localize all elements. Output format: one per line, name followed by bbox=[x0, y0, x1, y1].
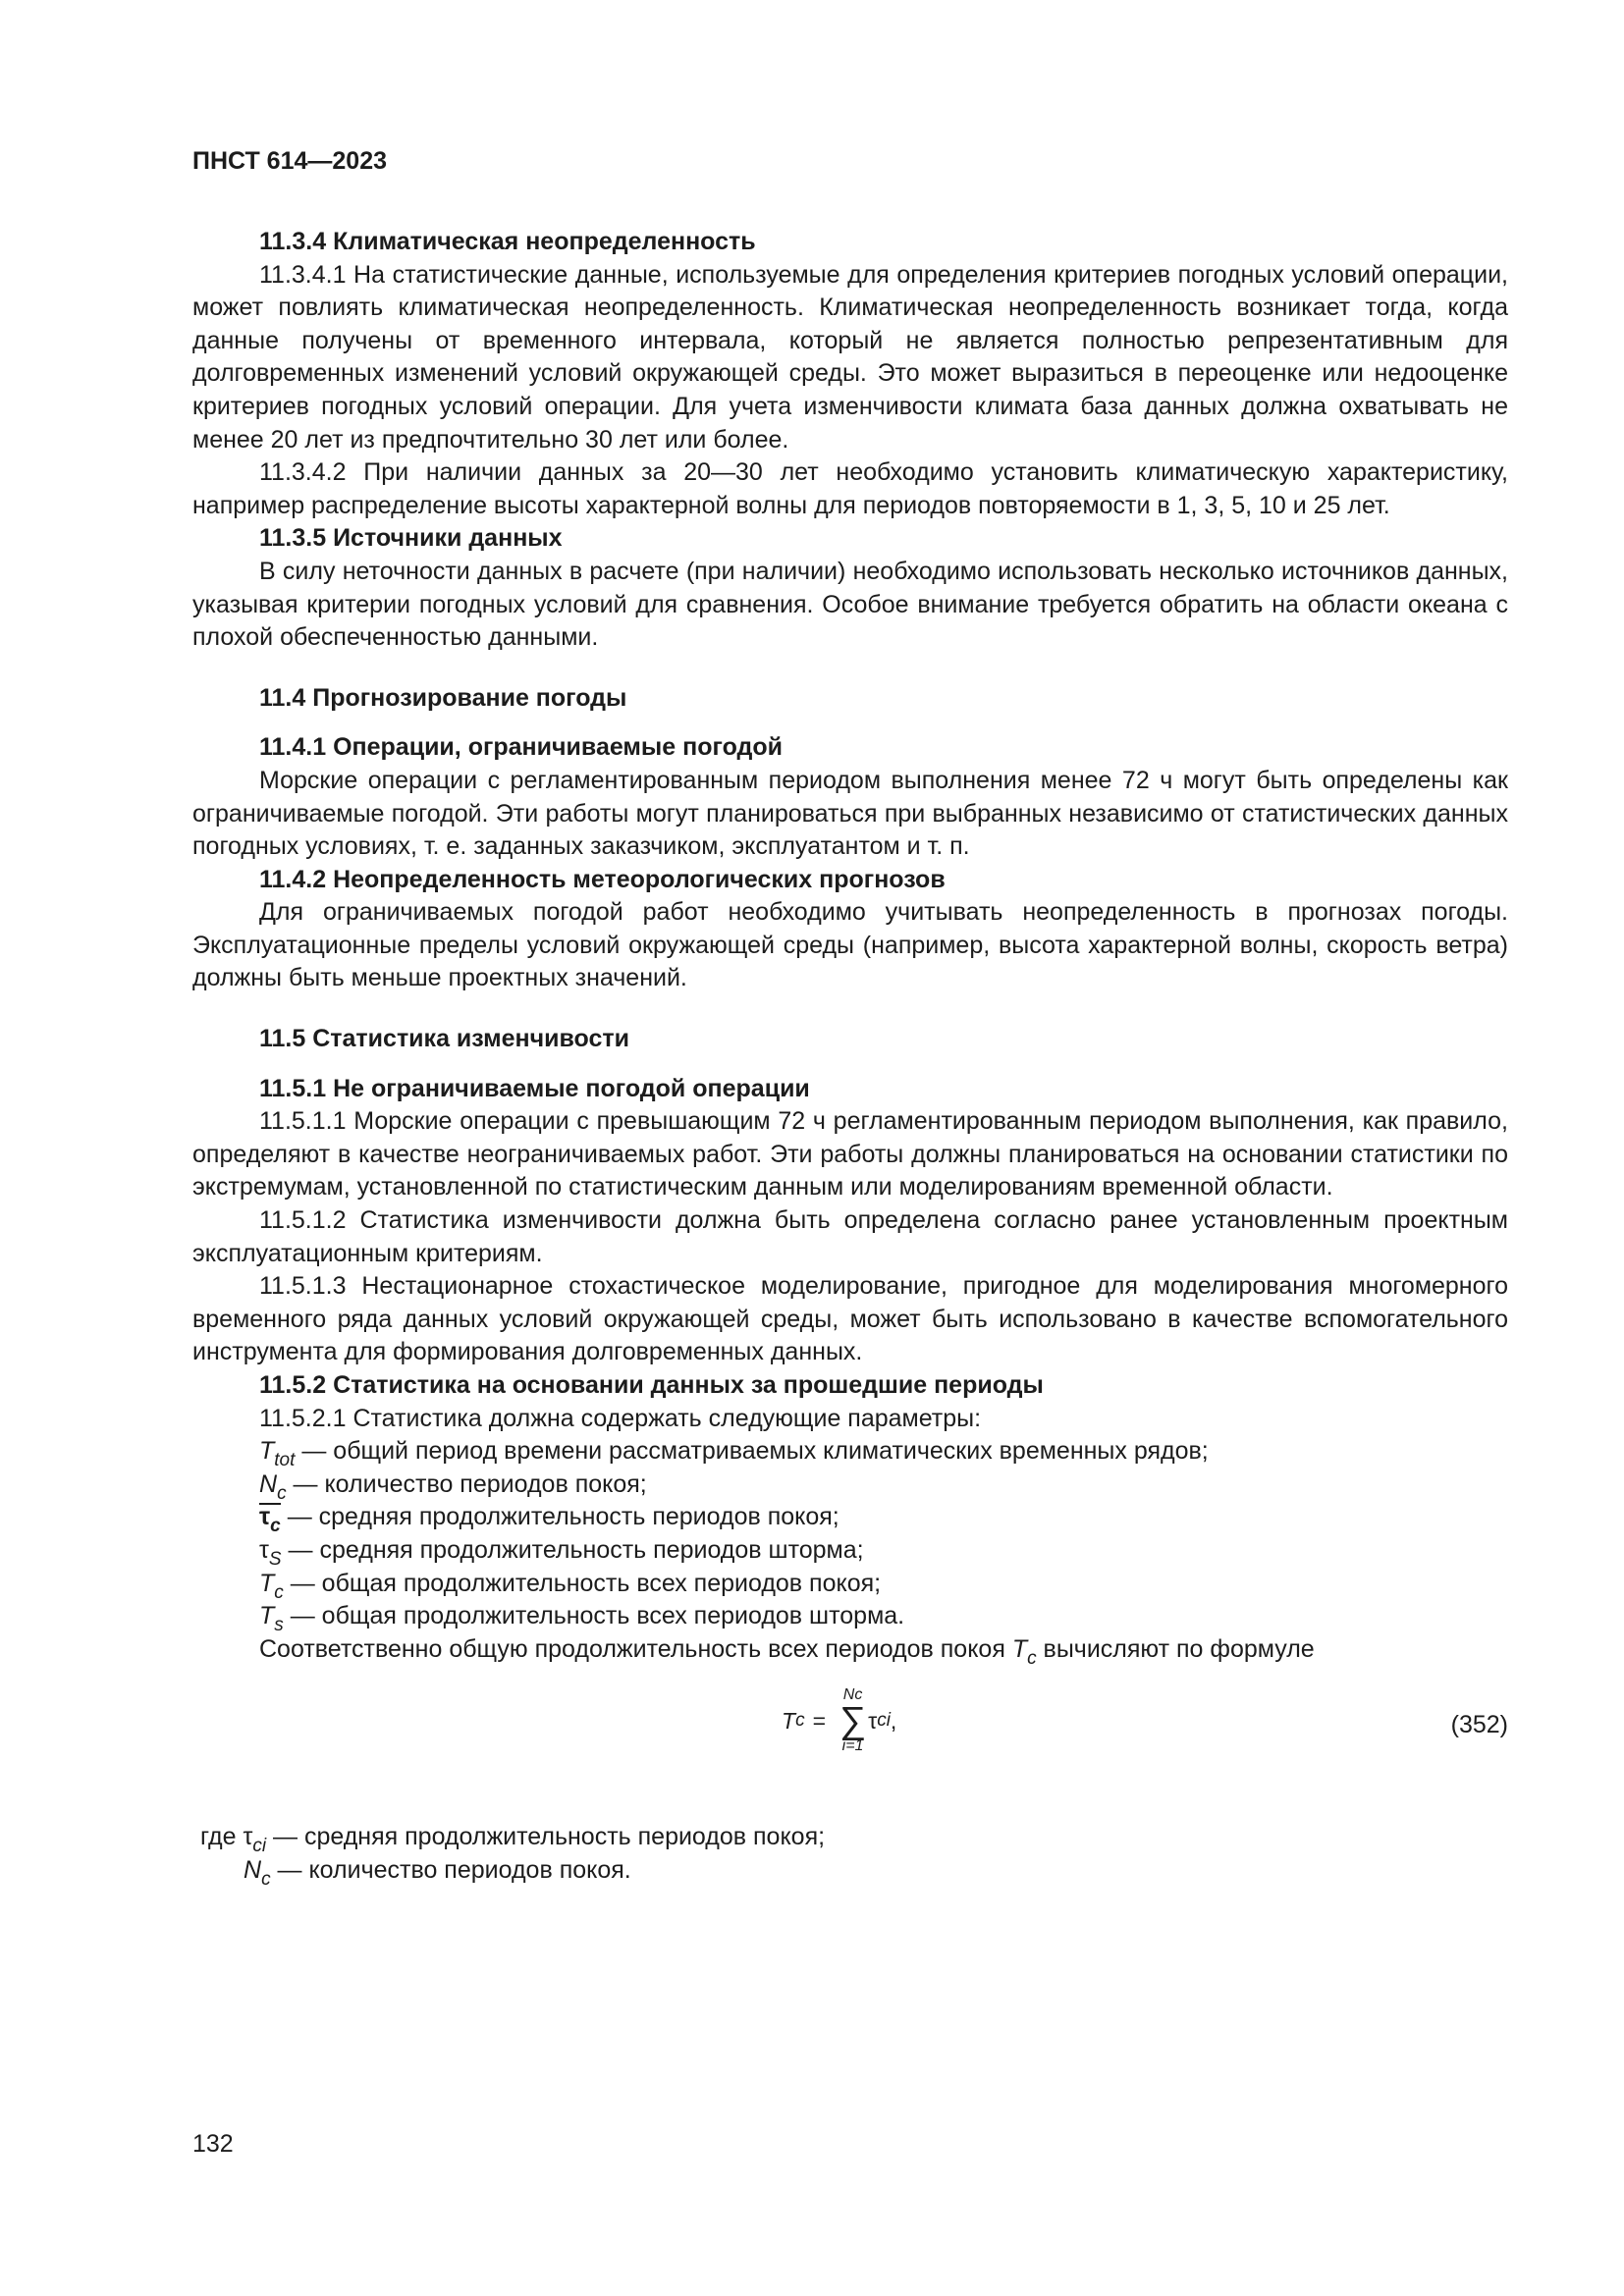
symbol-definition: $N_c$ — количество периодов покоя; bbox=[259, 1469, 647, 1504]
formula-352: T c = Nc ∑ i=1 τ ci , bbox=[782, 1686, 897, 1755]
heading-11-5-2: 11.5.2 Статистика на основании данных за прошедшие периоды bbox=[259, 1371, 1044, 1399]
summation-operator: Nc ∑ i=1 bbox=[839, 1686, 867, 1755]
symbol-definition: $\tau_S$ — средняя продолжительность периодов шторма; bbox=[259, 1535, 864, 1570]
paragraph-11-5-1-2: 11.5.1.2 Статистика изменчивости должна быть определена согласно ранее установленным проектным эксплуатационным критериям. bbox=[192, 1206, 1508, 1267]
heading-11-3-4: 11.3.4 Климатическая неопределенность bbox=[259, 228, 756, 255]
paragraph-11-3-5: В силу неточности данных в расчете (при наличии) необходимо использовать несколько источников данных, указывая критерии погодных условий для сравнения. Особое внимание требуется обратить на области океана с плохой обеспеченностью данными. bbox=[192, 557, 1508, 652]
paragraph-11-4-1: Морские операции с регламентированным периодом выполнения менее 72 ч могут быть определены как ограничиваемые погодой. Эти работы могут планироваться при выбранных независимо от статистических данных погодных условиях, т. е. заданных заказчиком, эксплуатантом и т. п. bbox=[192, 766, 1508, 861]
paragraph-11-4-2: Для ограничиваемых погодой работ необходимо учитывать неопределенность в прогнозах погоды. Эксплуатационные пределы условий окружающей среды (например, высота характерной волны, скорость ветра) должны быть меньше проектных значений. bbox=[192, 898, 1508, 992]
formula-intro: Соответственно общую продолжительность всех периодов покоя $T_c$ вычисляют по формуле bbox=[259, 1634, 1315, 1669]
heading-11-3-5: 11.3.5 Источники данных bbox=[259, 524, 563, 553]
formula-block bbox=[192, 1687, 1508, 1795]
symbol-definition: $\tau_c$ — средняя продолжительность периодов покоя; bbox=[259, 1503, 839, 1537]
symbol-definition: $T_{tot}$ — общий период времени рассматриваемых климатических временных рядов; bbox=[259, 1437, 1209, 1471]
where-clause bbox=[192, 1821, 1508, 1890]
where-definition: где $\tau_{ci}$ — средняя продолжительность периодов покоя; bbox=[200, 1823, 826, 1857]
page-content bbox=[192, 226, 1508, 1888]
paragraph-11-3-4-1: 11.3.4.1 На статистические данные, используемые для определения критериев погодных условий операции, может повлиять климатическая неопределенность. Климатическая неопределенность возникает тогда, когда данные получены от временного интервала, который не является полностью репрезентативным для долговременных изменений условий окружающей среды. Это может выразиться в переоценке или недооценке критериев погодных условий операции. Для учета изменчивости климата база данных должна охватывать не менее 20 лет из предпочтительно 30 лет или более. bbox=[192, 260, 1508, 454]
document-id: ПНСТ 614—2023 bbox=[192, 147, 387, 175]
heading-11-4-2: 11.4.2 Неопределенность метеорологических прогнозов bbox=[259, 865, 946, 893]
paragraph-11-3-4-2: 11.3.4.2 При наличии данных за 20—30 лет необходимо установить климатическую характеристику, например распределение высоты характерной волны для периодов повторяемости в 1, 3, 5, 10 и 25 лет. bbox=[192, 458, 1508, 519]
heading-11-5-1: 11.5.1 Не ограничиваемые погодой операции bbox=[259, 1074, 810, 1102]
equation-number: (352) bbox=[1450, 1711, 1508, 1739]
paragraph-11-5-1-1: 11.5.1.1 Морские операции с превышающим 72 ч регламентированным периодом выполнения, как правило, определяют в качестве неограничиваемых работ. Эти работы должны планироваться на основании статистики по экстремумам, установленной по статистическим данным или моделированиям временной области. bbox=[192, 1107, 1508, 1201]
symbol-definition: $T_s$ — общая продолжительность всех периодов шторма. bbox=[259, 1602, 905, 1636]
where-definition: $N_c$ — количество периодов покоя. bbox=[244, 1855, 631, 1890]
paragraph-11-5-2-1: 11.5.2.1 Статистика должна содержать следующие параметры: bbox=[259, 1404, 982, 1432]
symbol-definition: $T_c$ — общая продолжительность всех периодов покоя; bbox=[259, 1569, 882, 1603]
paragraph-11-5-1-3: 11.5.1.3 Нестационарное стохастическое моделирование, пригодное для моделирования многомерного временного ряда данных условий окружающей среды, может быть использовано в качестве вспомогательного инструмента для формирования долговременных данных. bbox=[192, 1272, 1508, 1366]
heading-11-5: 11.5 Статистика изменчивости bbox=[259, 1025, 629, 1053]
page-number: 132 bbox=[192, 2130, 234, 2158]
heading-11-4: 11.4 Прогнозирование погоды bbox=[259, 683, 627, 712]
heading-11-4-1: 11.4.1 Операции, ограничиваемые погодой bbox=[259, 733, 784, 762]
